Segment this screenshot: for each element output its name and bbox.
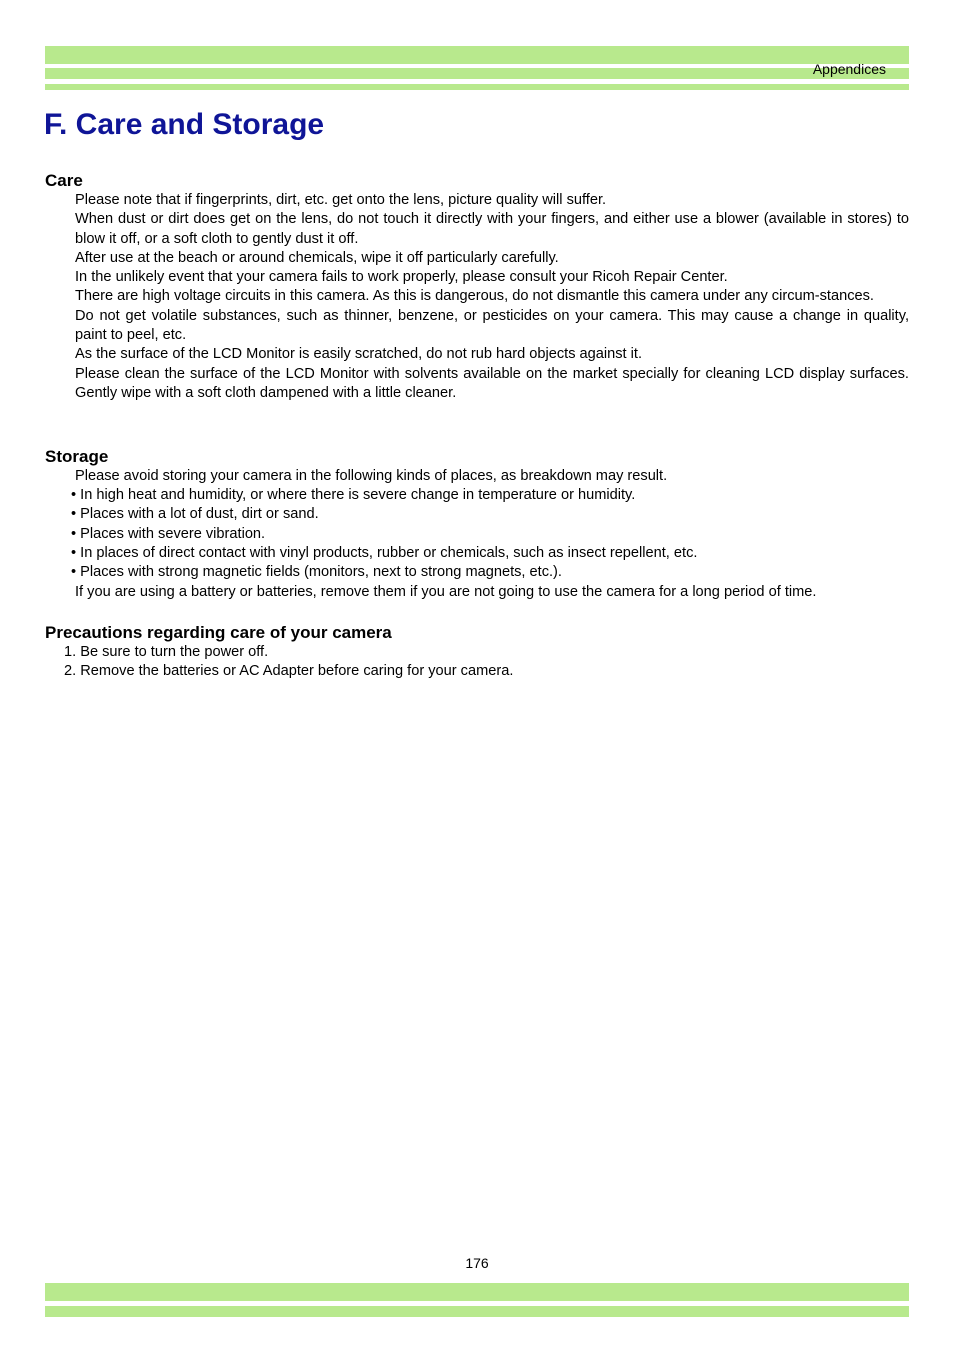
care-paragraph: When dust or dirt does get on the lens, do not touch it directly with your fingers, and either use a blower (available in stores) to blow it off, or a soft cloth to gently dust it off. bbox=[75, 211, 909, 247]
header-band-top bbox=[45, 46, 909, 64]
care-body bbox=[75, 191, 909, 403]
list-item: • In places of direct contact with vinyl products, rubber or chemicals, such as insect repellent, etc. bbox=[71, 544, 698, 561]
storage-closing-text: If you are using a battery or batteries, remove them if you are not going to use the camera for a long period of time. bbox=[75, 584, 817, 600]
list-item: • Places with severe vibration. bbox=[71, 525, 266, 542]
header-section-label: Appendices bbox=[812, 61, 886, 77]
care-paragraph: There are high voltage circuits in this camera. As this is dangerous, do not dismantle this camera under any circum-stances. bbox=[75, 288, 874, 305]
care-paragraph: Do not get volatile substances, such as thinner, benzene, or pesticides on your camera. This may cause a change in quality, paint to peel, etc. bbox=[75, 307, 909, 344]
care-paragraph: Please clean the surface of the LCD Monitor with solvents available on the market specially for cleaning LCD display surfaces. Gently wipe with a soft cloth dampened with a little cleaner. bbox=[75, 365, 909, 401]
list-item: • Places with a lot of dust, dirt or sand. bbox=[71, 506, 319, 523]
storage-bullet-list bbox=[71, 486, 909, 582]
care-heading: Care bbox=[45, 171, 83, 190]
footer-band-top bbox=[45, 1283, 909, 1301]
storage-intro bbox=[75, 467, 909, 486]
storage-intro-text: Please avoid storing your camera in the following kinds of places, as breakdown may result. bbox=[75, 468, 668, 484]
precautions-list bbox=[64, 643, 902, 682]
list-item: • In high heat and humidity, or where there is severe change in temperature or humidity. bbox=[71, 487, 636, 503]
list-item: 2. Remove the batteries or AC Adapter before caring for your camera. bbox=[64, 663, 514, 680]
list-item: • Places with strong magnetic fields (monitors, next to strong magnets, etc.). bbox=[71, 564, 562, 581]
care-paragraph: In the unlikely event that your camera fails to work properly, please consult your Ricoh Repair Center. bbox=[75, 269, 728, 286]
care-paragraph: As the surface of the LCD Monitor is easily scratched, do not rub hard objects against it. bbox=[75, 346, 643, 363]
precautions-heading: Precautions regarding care of your camera bbox=[45, 623, 392, 642]
page-number: 176 bbox=[465, 1255, 489, 1271]
list-item: 1. Be sure to turn the power off. bbox=[64, 644, 269, 660]
care-paragraph: Please note that if fingerprints, dirt, etc. get onto the lens, picture quality will suffer. bbox=[75, 192, 607, 208]
footer-band-bottom bbox=[45, 1306, 909, 1317]
storage-heading: Storage bbox=[45, 447, 109, 466]
header-band-bottom bbox=[45, 84, 909, 90]
storage-closing bbox=[75, 583, 909, 602]
care-paragraph: After use at the beach or around chemicals, wipe it off particularly carefully. bbox=[75, 249, 559, 266]
header-band-middle bbox=[45, 68, 909, 79]
page-title: F. Care and Storage bbox=[44, 108, 325, 141]
